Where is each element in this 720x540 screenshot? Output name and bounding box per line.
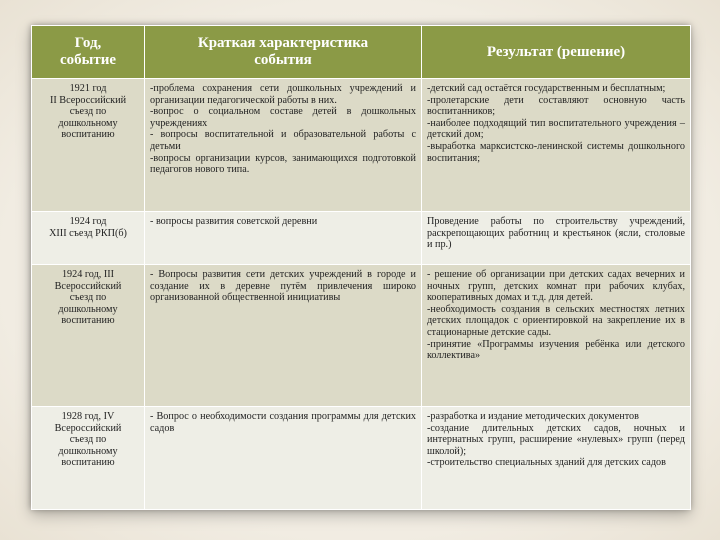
header-result: Результат (решение) bbox=[422, 26, 691, 79]
header-year-event: Год, событие bbox=[32, 26, 145, 79]
table-row bbox=[32, 79, 691, 212]
events-table bbox=[31, 25, 691, 510]
row-result-cell: - решение об организации при детских садах вечерних и ночных групп, детских комнат при рабочих клубах, кооперативных домах и т.д. для детей. -необходимость создания в сельских местностях летних детских площадок с ориентировкой на закрепление их в стационарные детские сады. -принятие «Программы изучения ребёнка или детского коллектива» bbox=[422, 265, 691, 407]
row-description-cell: - вопросы развития советской деревни bbox=[145, 212, 422, 265]
row-year-cell: 1921 год II Всероссийский съезд по дошкольному воспитанию bbox=[32, 79, 145, 212]
events-table-frame bbox=[31, 25, 690, 509]
table-row bbox=[32, 265, 691, 407]
header-description: Краткая характеристика события bbox=[145, 26, 422, 79]
table-row bbox=[32, 212, 691, 265]
table-row bbox=[32, 407, 691, 510]
row-year-cell: 1924 год, III Всероссийский съезд по дошкольному воспитанию bbox=[32, 265, 145, 407]
row-description-cell: -проблема сохранения сети дошкольных учреждений и организации педагогической работы в них. -вопрос о социальном составе детей в дошкольных учреждениях - вопросы воспитательной и образовательной работы с детьми -вопросы организации курсов, занимающихся подготовкой педагогов нового типа. bbox=[145, 79, 422, 212]
row-year-cell: 1924 год XIII съезд РКП(б) bbox=[32, 212, 145, 265]
row-description-cell: - Вопрос о необходимости создания программы для детских садов bbox=[145, 407, 422, 510]
row-description-cell: - Вопросы развития сети детских учреждений в городе и создание их в деревне путём привлечения широко организованной общественной инициативы bbox=[145, 265, 422, 407]
row-result-cell: -разработка и издание методических документов -создание длительных детских садов, ночных и интернатных групп, расширение «нулевых» групп (перед школой); -строительство специальных зданий для детских садов bbox=[422, 407, 691, 510]
table-header-row bbox=[32, 26, 691, 79]
row-result-cell: Проведение работы по строительству учреждений, раскрепощающих работниц и крестьянок (ясли, столовые и пр.) bbox=[422, 212, 691, 265]
row-result-cell: -детский сад остаётся государственным и бесплатным; -пролетарские дети составляют основную часть воспитанников; -наиболее подходящий тип воспитательного учреждения – детский дом; -выработка марксистско-ленинской системы дошкольного воспитания; bbox=[422, 79, 691, 212]
row-year-cell: 1928 год, IV Всероссийский съезд по дошкольному воспитанию bbox=[32, 407, 145, 510]
